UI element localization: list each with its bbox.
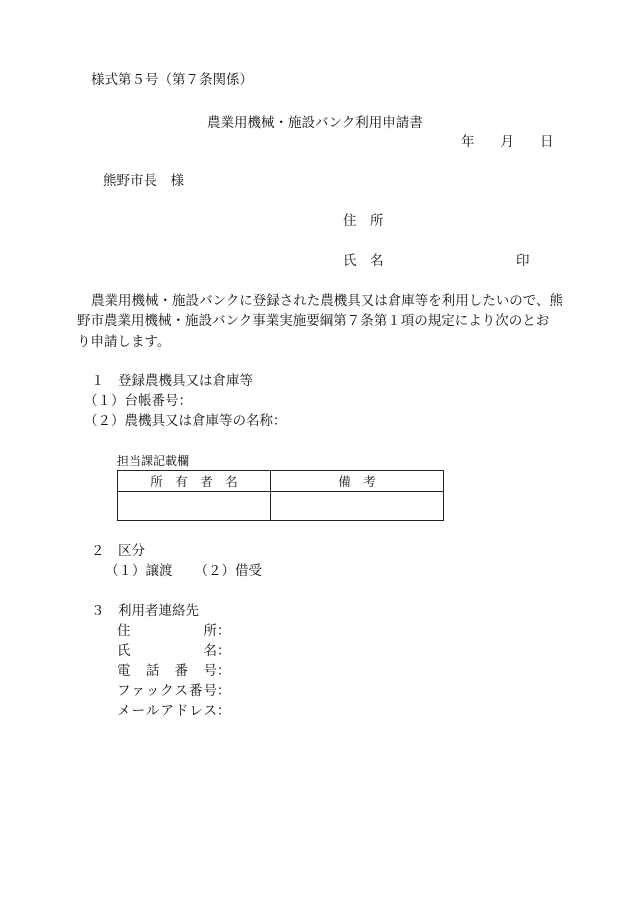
applicant-name-label: 氏 名 [343,253,384,269]
section1-item: （２）農機具又は倉庫等の名称： [84,413,287,429]
contact-field: ファックス番号： [117,683,231,699]
section2-heading: ２ 区分 [91,543,145,559]
applicant-address-label: 住 所 [343,213,384,229]
office-use-table [117,470,444,521]
owner-name-cell[interactable] [118,492,271,521]
document-title: 農業用機械・施設バンク利用申請書 [207,115,423,131]
date-day: 日 [540,134,554,150]
contact-field: メールアドレス： [117,703,231,719]
option-borrow: （２）借受 [194,563,262,579]
date-line [461,133,554,151]
contact-field: 電話番号： [117,663,231,679]
body-line: り申請します。 [77,334,171,350]
owner-name-header: 所 有 者 名 [118,471,271,492]
section1-heading: １ 登録農機具又は倉庫等 [91,373,253,389]
seal-mark: 印 [516,253,530,269]
contact-field: 氏名： [117,643,231,659]
remarks-cell[interactable] [271,492,444,521]
contact-field: 住所： [117,623,231,639]
section2-options [105,562,262,580]
date-year: 年 [461,134,475,150]
office-table-caption: 担当課記載欄 [117,454,190,468]
remarks-header: 備 考 [271,471,444,492]
body-line: 野市農業用機械・施設バンク事業実施要綱第７条第１項の規定により次のとお [77,313,550,329]
section1-item: （１）台帳番号： [84,393,192,409]
form-number: 様式第５号（第７条関係） [91,72,253,88]
date-month: 月 [500,134,514,150]
addressee: 熊野市長 様 [103,173,184,189]
section3-heading: ３ 利用者連絡先 [91,603,199,619]
option-transfer: （１）譲渡 [105,563,173,579]
body-line: 農業用機械・施設バンクに登録された農機具又は倉庫等を利用したいので、熊 [91,293,563,309]
